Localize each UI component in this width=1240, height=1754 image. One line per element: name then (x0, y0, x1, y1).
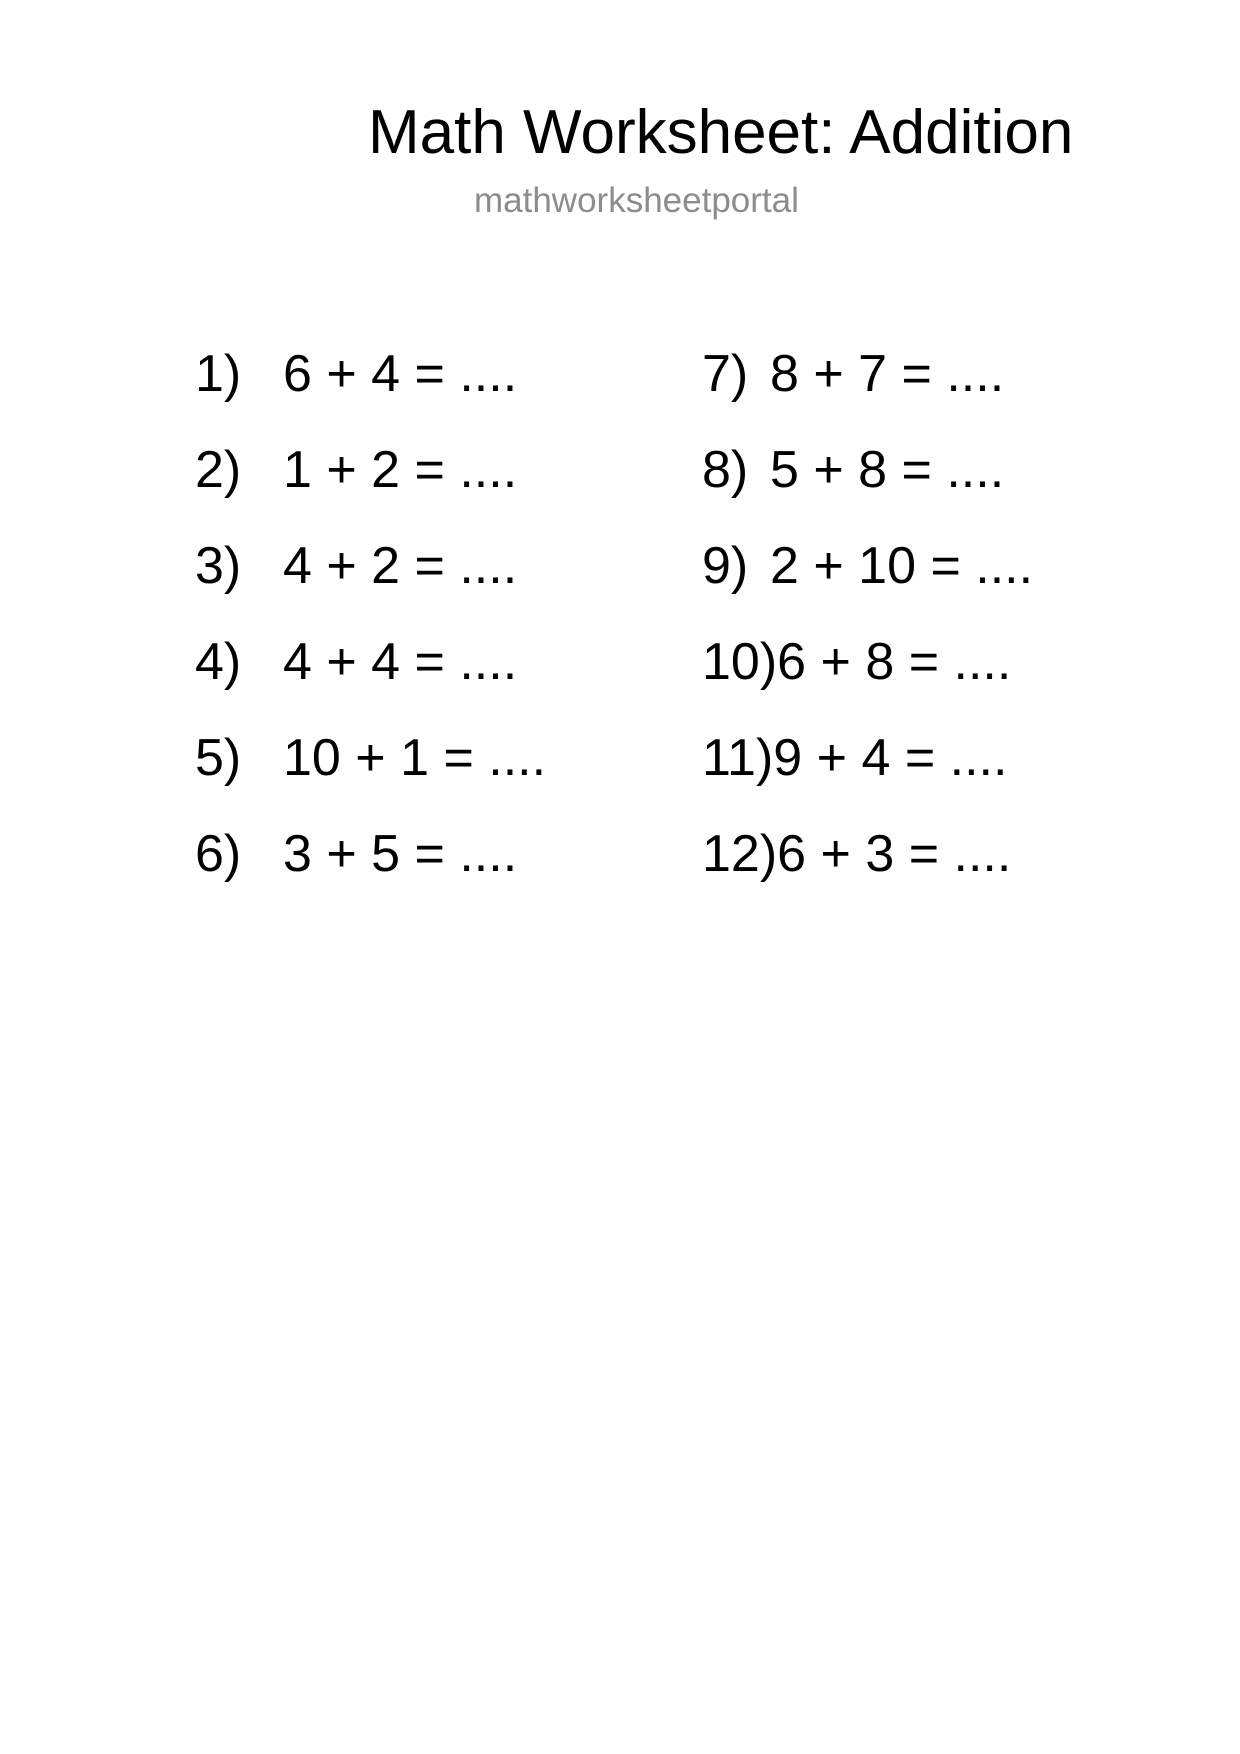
problem-expression: 8 + 7 = .... (770, 345, 1005, 403)
problem-number: 5) (195, 729, 242, 787)
problem-number: 2) (195, 441, 242, 499)
problem-number: 7) (702, 345, 749, 403)
problem-row-11 (702, 729, 1033, 787)
problem-row-10 (702, 633, 1033, 691)
problem-expression: 6 + 4 = .... (283, 345, 518, 403)
problem-row-12 (702, 825, 1033, 883)
problem-expression: 3 + 5 = .... (283, 825, 518, 883)
problem-row-5 (195, 729, 547, 787)
problems-column-right (702, 345, 1034, 883)
problem-expression: 5 + 8 = .... (770, 441, 1005, 499)
problem-expression: 2 + 10 = .... (770, 537, 1034, 595)
problem-row-2 (195, 441, 546, 499)
problem-expression: 6 + 3 = .... (777, 825, 1012, 883)
problem-expression: 4 + 4 = .... (283, 633, 518, 691)
problem-number: 8) (702, 441, 749, 499)
problem-row-6 (195, 825, 546, 883)
problem-row-4 (195, 633, 546, 691)
problems-column-left (195, 345, 547, 883)
problem-row-1 (195, 345, 546, 403)
problem-number: 10) (702, 633, 778, 691)
problem-number: 4) (195, 633, 242, 691)
problem-number: 1) (195, 345, 242, 403)
problem-number: 11) (702, 729, 774, 787)
problem-expression: 6 + 8 = .... (777, 633, 1012, 691)
problem-number: 9) (702, 537, 749, 595)
page-subtitle: mathworksheetportal (474, 181, 799, 220)
problem-expression: 9 + 4 = .... (773, 729, 1008, 787)
problem-expression: 10 + 1 = .... (283, 729, 547, 787)
problem-expression: 4 + 2 = .... (283, 537, 518, 595)
problem-number: 6) (195, 825, 242, 883)
problem-row-9 (702, 537, 1034, 595)
problem-number: 3) (195, 537, 242, 595)
problem-number: 12) (702, 825, 778, 883)
problem-row-8 (702, 441, 1033, 499)
page-title: Math Worksheet: Addition (368, 98, 1074, 167)
problem-row-7 (702, 345, 1033, 403)
problem-expression: 1 + 2 = .... (283, 441, 518, 499)
problem-row-3 (195, 537, 546, 595)
